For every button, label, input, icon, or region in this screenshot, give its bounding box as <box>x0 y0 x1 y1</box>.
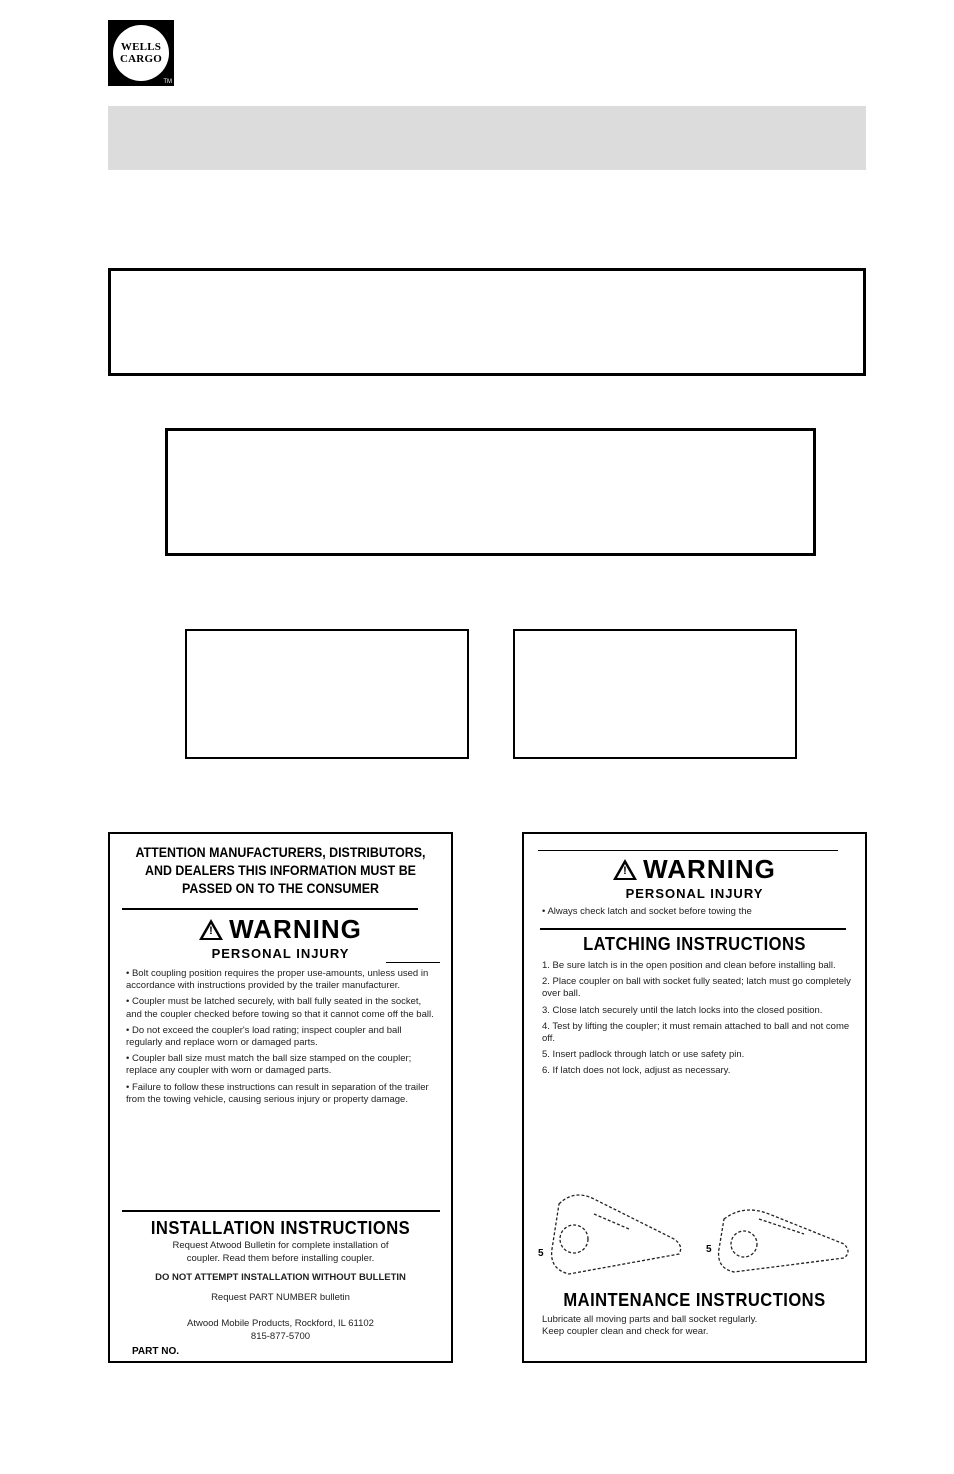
personal-injury-heading: PERSONAL INJURY <box>625 886 764 901</box>
divider <box>540 928 846 930</box>
notice-box-medium <box>165 428 816 556</box>
wells-cargo-logo <box>108 20 174 86</box>
warning-bullets <box>126 968 438 1110</box>
warning-banner <box>110 914 451 945</box>
divider <box>122 1210 440 1212</box>
divider <box>538 850 838 851</box>
notice-box-left <box>185 629 469 759</box>
step-item: 5. Insert padlock through latch or use safety pin. <box>542 1049 745 1061</box>
install-line: coupler. Read them before installing coupler. <box>186 1253 375 1264</box>
bullet-item: • Do not exceed the coupler's load rating; inspect coupler and ball regularly and replace worn or damaged parts. <box>126 1024 402 1049</box>
step-item: 1. Be sure latch is in the open position and clean before installing ball. <box>542 960 836 971</box>
install-line: Request Atwood Bulletin for complete installation of <box>172 1240 389 1251</box>
maintenance-line: Lubricate all moving parts and ball socket regularly. <box>542 1314 758 1325</box>
bullet-item: • Bolt coupling position requires the proper use-amounts, unless used in accordance with instructions provided by the trailer manufacturer. <box>126 968 429 992</box>
bullet-item: • Coupler must be latched securely, with ball fully seated in the socket, and the coupler checked before towing so that it cannot come off the ball. <box>126 996 434 1020</box>
figure-label: 5 <box>706 1244 712 1255</box>
attention-line-2: AND DEALERS THIS INFORMATION MUST BE <box>145 863 416 878</box>
logo-line-2: CARGO <box>120 53 162 65</box>
warning-banner <box>524 854 865 885</box>
coupler-diagram <box>534 1184 854 1284</box>
divider <box>386 962 440 963</box>
install-line: Request PART NUMBER bulletin <box>211 1292 350 1303</box>
step-item: 2. Place coupler on ball with socket fully seated; latch must go completely over ball. <box>542 976 851 1000</box>
coupler-open-illustration <box>552 1195 681 1274</box>
maintenance-heading: MAINTENANCE INSTRUCTIONS <box>563 1290 826 1310</box>
step-item: 3. Close latch securely until the latch locks into the closed position. <box>542 1004 823 1016</box>
bullet-item: • Failure to follow these instructions can result in separation of the trailer from the towing vehicle, causing serious injury or property damage. <box>126 1081 429 1105</box>
bullet-item: • Coupler ball size must match the ball size stamped on the coupler; replace any coupler with worn or damaged parts. <box>126 1053 412 1077</box>
coupler-closed-illustration <box>719 1210 848 1272</box>
warning-title: WARNING <box>643 854 776 884</box>
divider <box>122 908 418 910</box>
personal-injury-heading: PERSONAL INJURY <box>211 946 350 961</box>
warning-title: WARNING <box>229 914 362 944</box>
latching-heading: LATCHING INSTRUCTIONS <box>583 934 806 954</box>
attention-line-1: ATTENTION MANUFACTURERS, DISTRIBUTORS, <box>135 845 426 860</box>
latching-steps <box>542 960 852 1082</box>
step-item: 4. Test by lifting the coupler; it must remain attached to ball and not come off. <box>542 1020 850 1045</box>
step-item: 6. If latch does not lock, adjust as necessary. <box>542 1065 731 1077</box>
attention-heading <box>124 844 438 898</box>
figure-label: 5 <box>538 1248 544 1259</box>
header-band <box>108 106 866 170</box>
footer-line: 815-877-5700 <box>250 1331 311 1342</box>
coupler-warning-label <box>108 832 453 1363</box>
notice-box-right <box>513 629 797 759</box>
notice-box-wide <box>108 268 866 376</box>
attention-line-3: PASSED ON TO THE CONSUMER <box>182 881 379 896</box>
install-line: DO NOT ATTEMPT INSTALLATION WITHOUT BULLETIN <box>155 1272 406 1283</box>
logo-badge <box>113 25 169 81</box>
logo-trademark: TM <box>163 79 172 85</box>
maintenance-line: Keep coupler clean and check for wear. <box>542 1326 709 1338</box>
part-number: PART NO. <box>132 1346 180 1357</box>
latching-instructions-label <box>522 832 867 1363</box>
installation-heading: INSTALLATION INSTRUCTIONS <box>150 1218 411 1238</box>
footer-line: Atwood Mobile Products, Rockford, IL 61102 <box>187 1318 374 1329</box>
logo-line-1: WELLS <box>120 41 162 53</box>
note-line: • Always check latch and socket before towing the <box>542 906 752 917</box>
maintenance-text <box>542 1314 852 1338</box>
warning-triangle-icon <box>613 859 637 880</box>
warning-triangle-icon <box>199 919 223 940</box>
